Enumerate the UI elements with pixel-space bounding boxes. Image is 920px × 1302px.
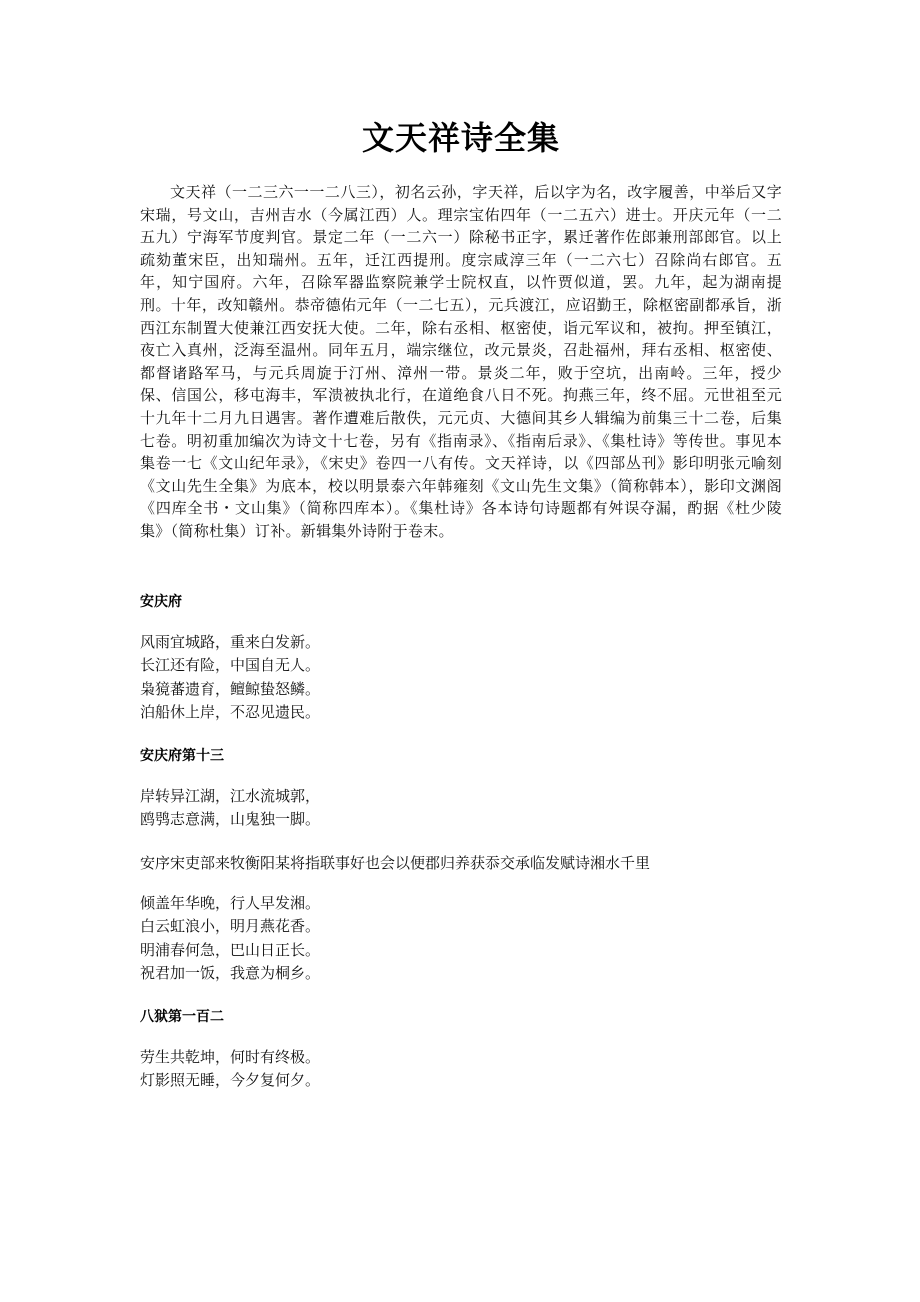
- poem-line: 白云虹浪小，明月燕花香。: [140, 917, 321, 935]
- poem-title: 安庆府第十三: [140, 747, 224, 764]
- poem-line: 劳生共乾坤，何时有终极。: [140, 1047, 321, 1066]
- document-title: 文天祥诗全集: [361, 119, 560, 157]
- poem-line: 泊船休上岸，不忍见遗民。: [140, 703, 321, 721]
- poem-sections: [140, 591, 782, 1093]
- poem-section-anqingfu-13: [140, 745, 782, 832]
- poem-title: 八狱第一百二: [140, 1008, 224, 1025]
- poem-line: 枭獍蕃遗育，鳣鲸蛰怒鳞。: [140, 679, 321, 698]
- poem-line: 岸转异江湖，江水流城郭，: [140, 786, 321, 805]
- poem-title: 安庆府: [140, 593, 182, 610]
- poem-line: 风雨宜城路，重来白发新。: [140, 632, 321, 651]
- poem-line: 鸥鸮志意满，山鬼独一脚。: [140, 810, 321, 828]
- intro-paragraph: 文天祥（一二三六一一二八三），初名云孙，字天祥，后以字为名，改字履善，中举后又字宋瑞，号文山，吉州吉水（今属江西）人。理宗宝佑四年（一二五六）进士。开庆元年（一二五九）宁海军节度判官。景定二年（一二六一）除秘书正字，累迁著作佐郎兼刑部郎官。以上疏劾董宋臣，出知瑞州。五年，迁江西提刑。度宗咸淳三年（一二六七）召除尚右郎官。五年，知宁国府。六年，召除军器监察院兼学士院权直，以忤贾似道，罢。九年，起为湖南提刑。十年，改知赣州。恭帝德佑元年（一二七五），元兵渡江，应诏勤王，除枢密副都承旨，浙西江东制置大使兼江西安抚大使。二年，除右丞相、枢密使，诣元军议和，被拘。押至镇江，夜亡入真州，泛海至温州。同年五月，端宗继位，改元景炎，召赴福州，拜右丞相、枢密使、都督诸路军马，与元兵周旋于汀州、漳州一带。景炎二年，败于空坑，出南岭。三年，授少保、信国公，移屯海丰，军溃被执北行，在道绝食八日不死。拘燕三年，终不屈。元世祖至元十九年十二月九日遇害。著作遭难后散佚，元元贞、大德间其乡人辑编为前集三十二卷，后集七卷。明初重加编次为诗文十七卷，另有《指南录》、《指南后录》、《集杜诗》等传世。事见本集卷一七《文山纪年录》，《宋史》卷四一八有传。文天祥诗，以《四部丛刊》影印明张元喻刻《文山先生全集》为底本，校以明景泰六年韩雍刻《文山先生文集》（简称韩本），影印文渊阁《四库全书・文山集》（简称四库本）。《集杜诗》各本诗句诗题都有舛误夺漏，酌据《杜少陵集》（简称杜集）订补。新辑集外诗附于卷末。: [140, 183, 782, 540]
- poem-line: 灯影照无睡，今夕复何夕。: [140, 1071, 321, 1089]
- poem-line: 祝君加一饭，我意为桐乡。: [140, 964, 321, 982]
- poem-preface: 安序宋吏部来牧衡阳某将指联事好也会以便郡归养获忝交承临发赋诗湘水千里: [140, 853, 651, 872]
- poem-body: [140, 1046, 782, 1093]
- poem-body: [140, 892, 782, 986]
- poem-line: 长江还有险，中国自无人。: [140, 656, 321, 674]
- poem-section-anqingfu: [140, 591, 782, 725]
- poem-body: [140, 785, 782, 832]
- poem-body: [140, 631, 782, 725]
- poem-section-farewell: [140, 852, 782, 986]
- poem-line: 明浦春何急，巴山日正长。: [140, 940, 321, 959]
- poem-line: 倾盖年华晚，行人早发湘。: [140, 893, 321, 912]
- poem-section-prison-102: [140, 1006, 782, 1093]
- document-page: [140, 0, 782, 1113]
